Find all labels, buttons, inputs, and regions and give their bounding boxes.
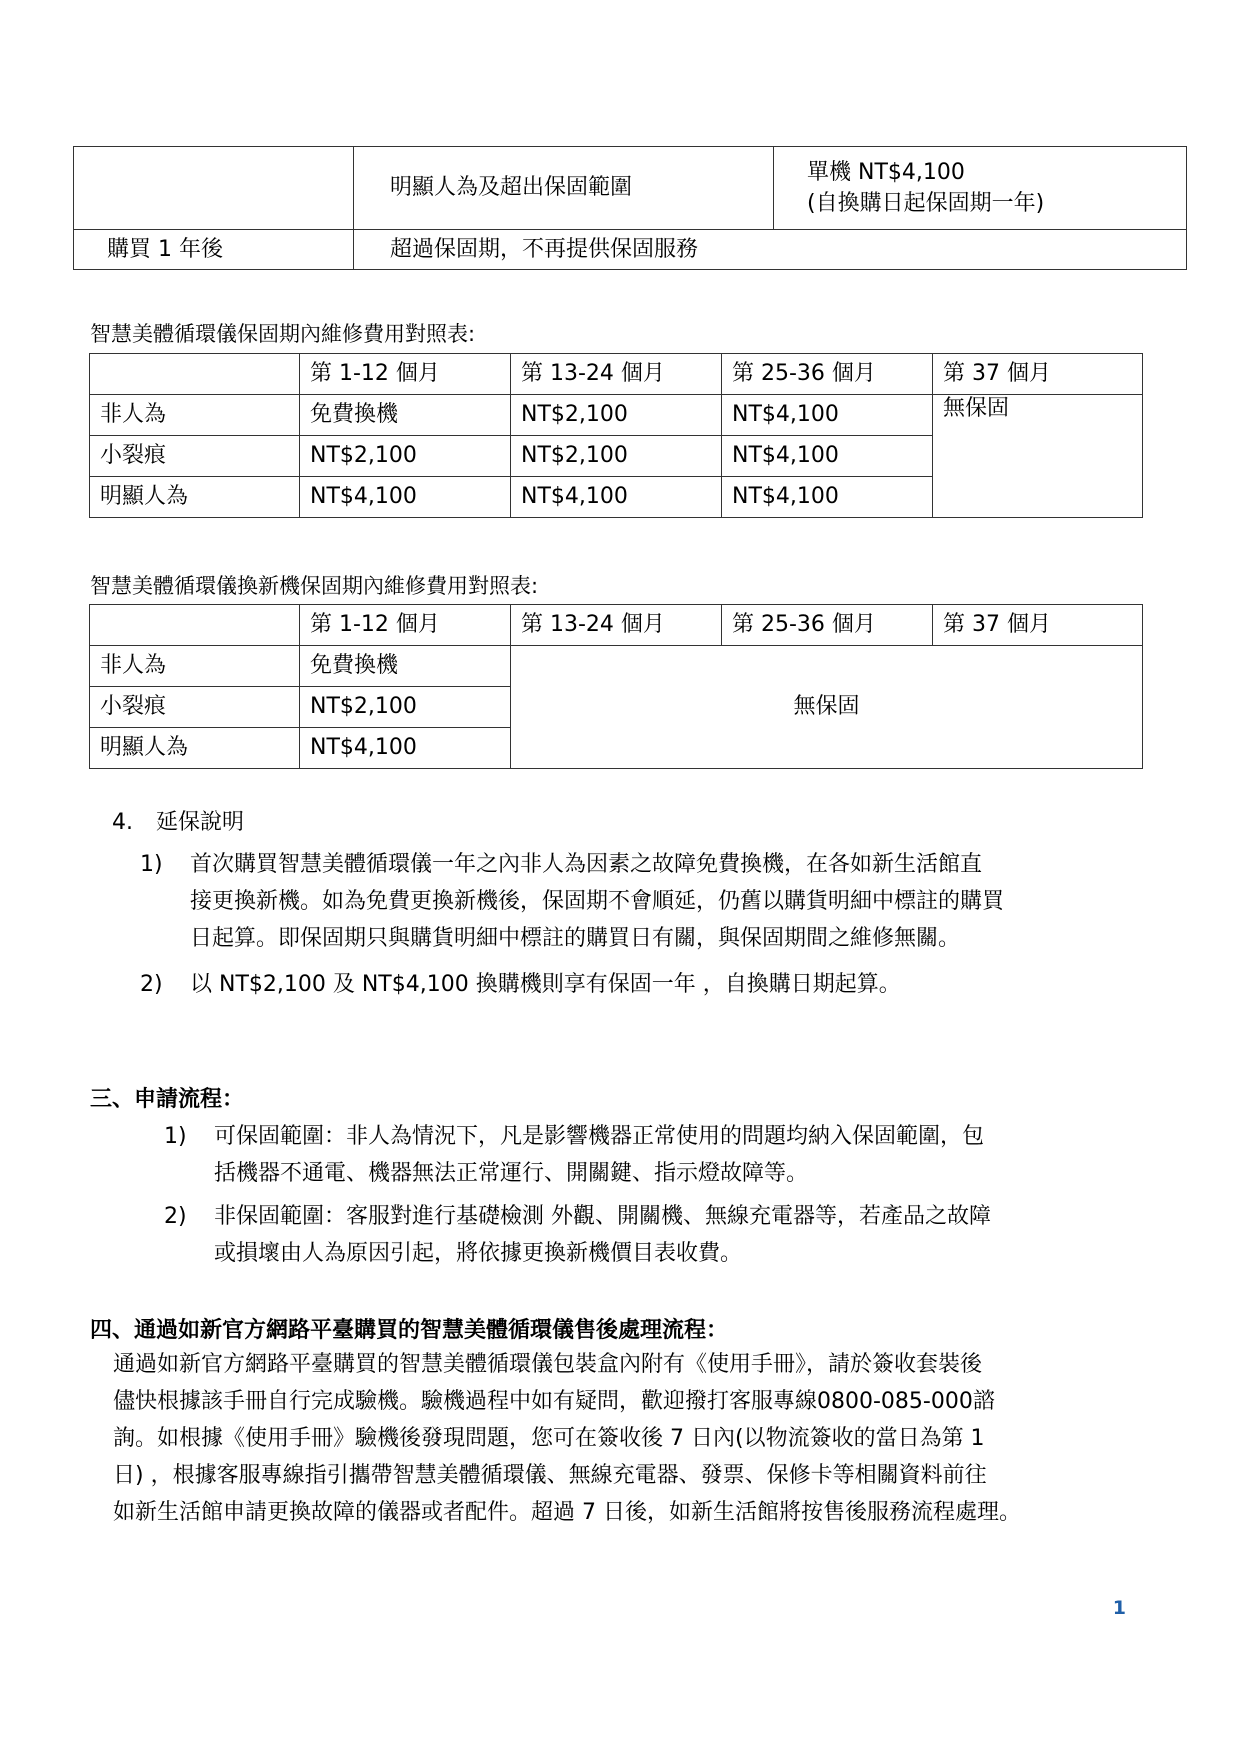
fee-cell: NT$2,100 xyxy=(511,395,722,436)
fee-cell: NT$4,100 xyxy=(511,477,722,518)
fee-cell: NT$2,100 xyxy=(300,436,511,477)
row-label: 明顯人為 xyxy=(90,477,300,518)
fee-cell: 免費換機 xyxy=(300,395,511,436)
cell-price xyxy=(774,147,1187,230)
cell-empty xyxy=(74,147,354,230)
header-cell: 第 37 個月 xyxy=(933,605,1143,646)
body-line: 詢。如根據《使用手冊》驗機後發現問題，您可在簽收後 7 日內(以物流簽收的當日為第 1 xyxy=(113,1426,985,1451)
body-line: 通過如新官方網路平臺購買的智慧美體循環儀包裝盒內附有《使用手冊》，請於簽收套裝後 xyxy=(113,1352,983,1377)
fee-cell: NT$2,100 xyxy=(300,687,511,728)
item-text xyxy=(190,846,1130,957)
item-text xyxy=(214,1118,1124,1192)
header-cell: 第 13-24 個月 xyxy=(511,605,722,646)
fee-cell: NT$4,100 xyxy=(300,728,511,769)
row-label: 小裂痕 xyxy=(90,436,300,477)
header-cell: 第 25-36 個月 xyxy=(722,605,933,646)
header-cell xyxy=(90,354,300,395)
fee-cell: NT$4,100 xyxy=(722,436,933,477)
cell-expired: 超過保固期，不再提供保固服務 xyxy=(354,230,1187,270)
body-line: 儘快根據該手冊自行完成驗機。驗機過程中如有疑問，歡迎撥打客服專線0800-085-000諮 xyxy=(113,1389,995,1414)
item-line: 接更換新機。如為免費更換新機後，保固期不會順延，仍舊以購貨明細中標註的購買 xyxy=(190,889,1005,914)
fee-cell: 免費換機 xyxy=(300,646,511,687)
fee-cell: NT$4,100 xyxy=(722,477,933,518)
item-line: 首次購買智慧美體循環儀一年之內非人為因素之故障免費換機，在各如新生活館直 xyxy=(190,852,983,877)
page-number: 1 xyxy=(1112,1597,1126,1619)
item-number: 2) xyxy=(164,1204,187,1229)
body-line: 日) ，根據客服專線指引攜帶智慧美體循環儀、無線充電器、發票、保修卡等相關資料前往 xyxy=(113,1463,987,1488)
no-warranty-cell: 無保固 xyxy=(511,646,1143,769)
list-item xyxy=(140,846,1130,957)
section-4-title xyxy=(112,804,1112,841)
price-line: 單機 NT$4,100 xyxy=(807,159,965,185)
section-three-heading: 三、申請流程： xyxy=(90,1087,245,1112)
item-number: 1) xyxy=(140,852,163,877)
list-item xyxy=(140,966,1130,1003)
list-item xyxy=(164,1118,1124,1192)
no-warranty-cell: 無保固 xyxy=(933,395,1143,518)
row-label: 明顯人為 xyxy=(90,728,300,769)
price-note: (自換購日起保固期一年) xyxy=(807,191,1045,216)
table-b-caption: 智慧美體循環儀換新機保固期內維修費用對照表: xyxy=(90,574,539,598)
item-text xyxy=(214,1198,1124,1272)
item-line: 非保固範圍：客服對進行基礎檢測 外觀、開關機、無線充電器等，若產品之故障 xyxy=(214,1204,991,1229)
header-cell: 第 25-36 個月 xyxy=(722,354,933,395)
item-line: 括機器不通電、機器無法正常運行、開關鍵、指示燈故障等。 xyxy=(214,1161,809,1186)
cell-period: 購買 1 年後 xyxy=(74,230,354,270)
item-text xyxy=(190,966,1130,1003)
fee-cell: NT$2,100 xyxy=(511,436,722,477)
item-line: 日起算。即保固期只與購貨明細中標註的購買日有關，與保固期間之維修無關。 xyxy=(190,926,961,951)
item-line: 或損壞由人為原因引起，將依據更換新機價目表收費。 xyxy=(214,1241,743,1266)
repair-fee-table xyxy=(89,353,1143,518)
item-line: 以 NT$2,100 及 NT$4,100 換購機則享有保固一年 ，自換購日期起算。 xyxy=(190,972,901,997)
item-line: 可保固範圍：非人為情況下，凡是影響機器正常使用的問題均納入保固範圍，包 xyxy=(214,1124,985,1149)
list-item xyxy=(164,1198,1124,1272)
section-four-body xyxy=(113,1346,1133,1531)
header-cell xyxy=(90,605,300,646)
section-four-heading: 四、通過如新官方網路平臺購買的智慧美體循環儀售後處理流程： xyxy=(90,1318,729,1343)
row-label: 非人為 xyxy=(90,646,300,687)
warranty-table-top xyxy=(73,146,1187,270)
replacement-fee-table xyxy=(89,604,1143,769)
body-line: 如新生活館申請更換故障的儀器或者配件。超過 7 日後，如新生活館將按售後服務流程處理。 xyxy=(113,1500,1021,1525)
row-label: 小裂痕 xyxy=(90,687,300,728)
header-cell: 第 37 個月 xyxy=(933,354,1143,395)
item-number: 2) xyxy=(140,972,163,997)
header-cell: 第 13-24 個月 xyxy=(511,354,722,395)
fee-cell: NT$4,100 xyxy=(300,477,511,518)
row-label: 非人為 xyxy=(90,395,300,436)
section-4-label: 延保說明 xyxy=(156,810,245,835)
item-number: 1) xyxy=(164,1124,187,1149)
header-cell: 第 1-12 個月 xyxy=(300,605,511,646)
table-a-caption: 智慧美體循環儀保固期內維修費用對照表: xyxy=(90,322,476,346)
header-cell: 第 1-12 個月 xyxy=(300,354,511,395)
section-4-number: 4. xyxy=(112,810,133,835)
fee-cell: NT$4,100 xyxy=(722,395,933,436)
cell-scope: 明顯人為及超出保固範圍 xyxy=(354,147,774,230)
